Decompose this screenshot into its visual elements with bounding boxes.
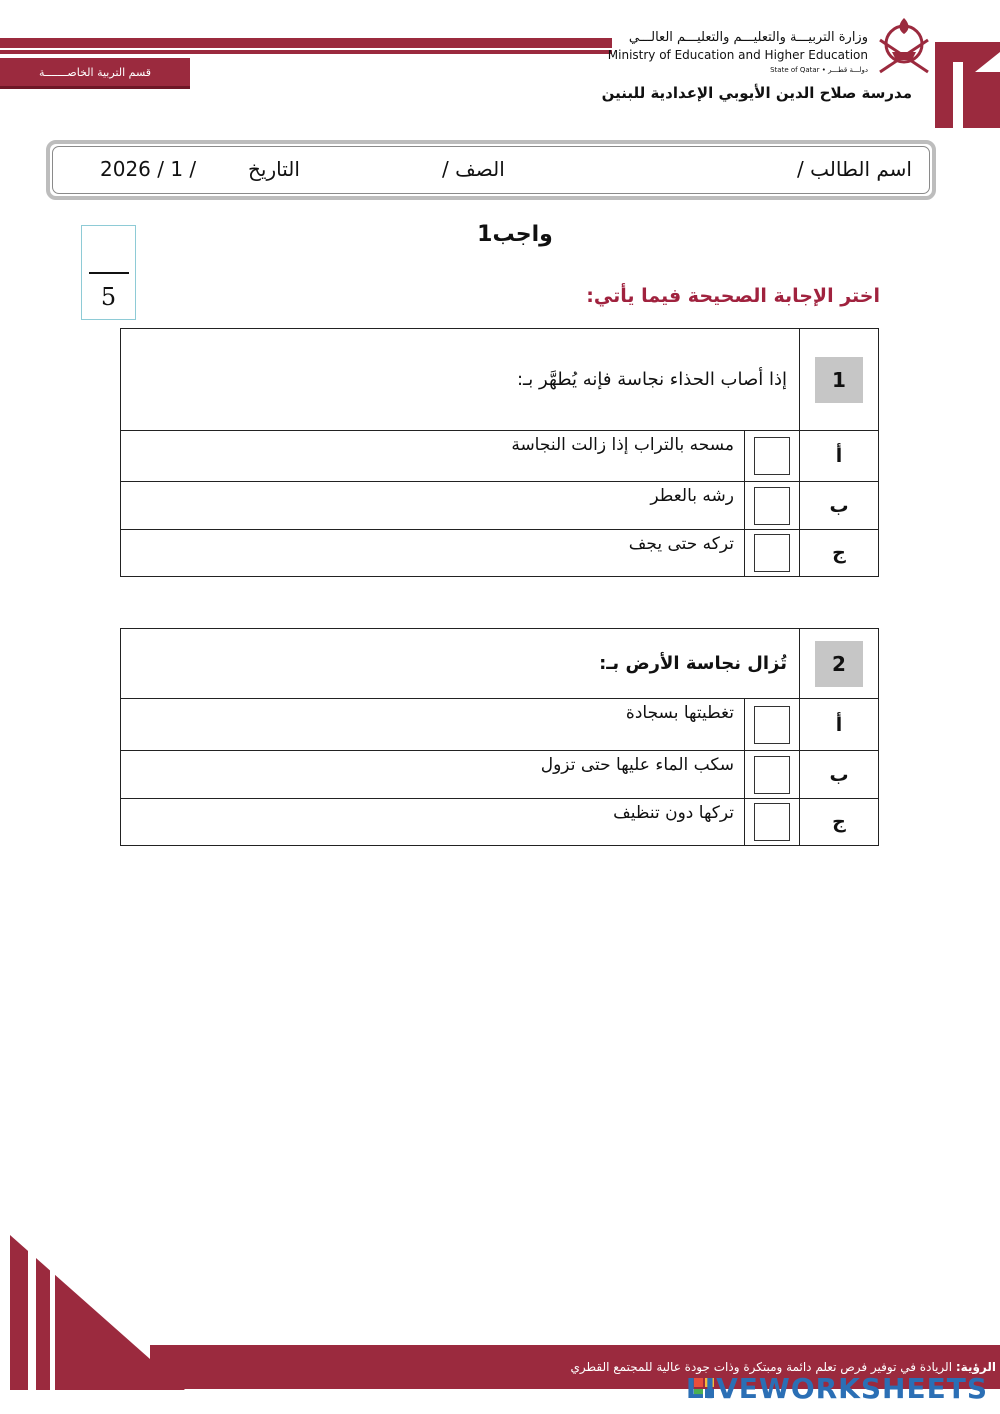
answer-checkbox[interactable] [754, 487, 790, 525]
question-number: 1 [815, 357, 863, 403]
option-text: مسحه بالتراب إذا زالت النجاسة [121, 431, 745, 482]
school-name: مدرسة صلاح الدين الأيوبي الإعدادية للبنين [601, 84, 912, 102]
header-right-decoration [935, 42, 1000, 128]
answer-checkbox[interactable] [754, 437, 790, 475]
department-label: قسم التربية الخاصـــــــة [0, 58, 190, 89]
question-number: 2 [815, 641, 863, 687]
ministry-name-english: Ministry of Education and Higher Education [607, 48, 868, 62]
question-text: إذا أصاب الحذاء نجاسة فإنه يُطهَّر بـ: [121, 329, 800, 431]
header-band [0, 38, 612, 48]
header-band-thin [0, 50, 612, 54]
option-text: رشه بالعطر [121, 482, 745, 530]
answer-checkbox[interactable] [754, 706, 790, 744]
answer-checkbox[interactable] [754, 756, 790, 794]
answer-checkbox[interactable] [754, 534, 790, 572]
option-text: تركه حتى يجف [121, 530, 745, 577]
ministry-name-arabic: وزارة التربيـــة والتعليـــم والتعليـــم العالـــي [628, 30, 868, 45]
vision-text: الريادة في توفير فرص تعلم دائمة ومبتكرة وذات جودة عالية للمجتمع القطري [570, 1360, 953, 1374]
question-number-cell [800, 329, 879, 431]
qatar-emblem-icon [872, 10, 936, 80]
vision-label: الرؤية: [955, 1360, 996, 1374]
answer-checkbox[interactable] [754, 803, 790, 841]
option-text: سكب الماء عليها حتى تزول [121, 751, 745, 799]
liveworksheets-watermark: LIVEWORKSHEETS [685, 1372, 988, 1405]
option-letter: ج [800, 799, 879, 846]
question-number-cell [800, 629, 879, 699]
question-table-1 [120, 328, 879, 577]
question-text: تُزال نجاسة الأرض بـ: [121, 629, 800, 699]
state-label: State of Qatar • دولـــة قطـــر [770, 66, 868, 74]
score-total: 5 [100, 283, 117, 311]
option-letter: أ [800, 699, 879, 751]
option-text: تركها دون تنظيف [121, 799, 745, 846]
option-letter: أ [800, 431, 879, 482]
option-text: تغطيتها بسجادة [121, 699, 745, 751]
option-letter: ج [800, 530, 879, 577]
class-label: الصف / [442, 157, 505, 181]
question-table-2 [120, 628, 879, 846]
option-letter: ب [800, 482, 879, 530]
score-blank-line [89, 272, 129, 274]
instruction-text: اختر الإجابة الصحيحة فيما يأتي: [586, 285, 880, 307]
option-letter: ب [800, 751, 879, 799]
date-label: التاريخ [248, 157, 300, 181]
page-title: واجب1 [477, 222, 553, 247]
date-value: 2026 / 1 / [100, 157, 197, 181]
student-name-label: اسم الطالب / [797, 157, 912, 181]
